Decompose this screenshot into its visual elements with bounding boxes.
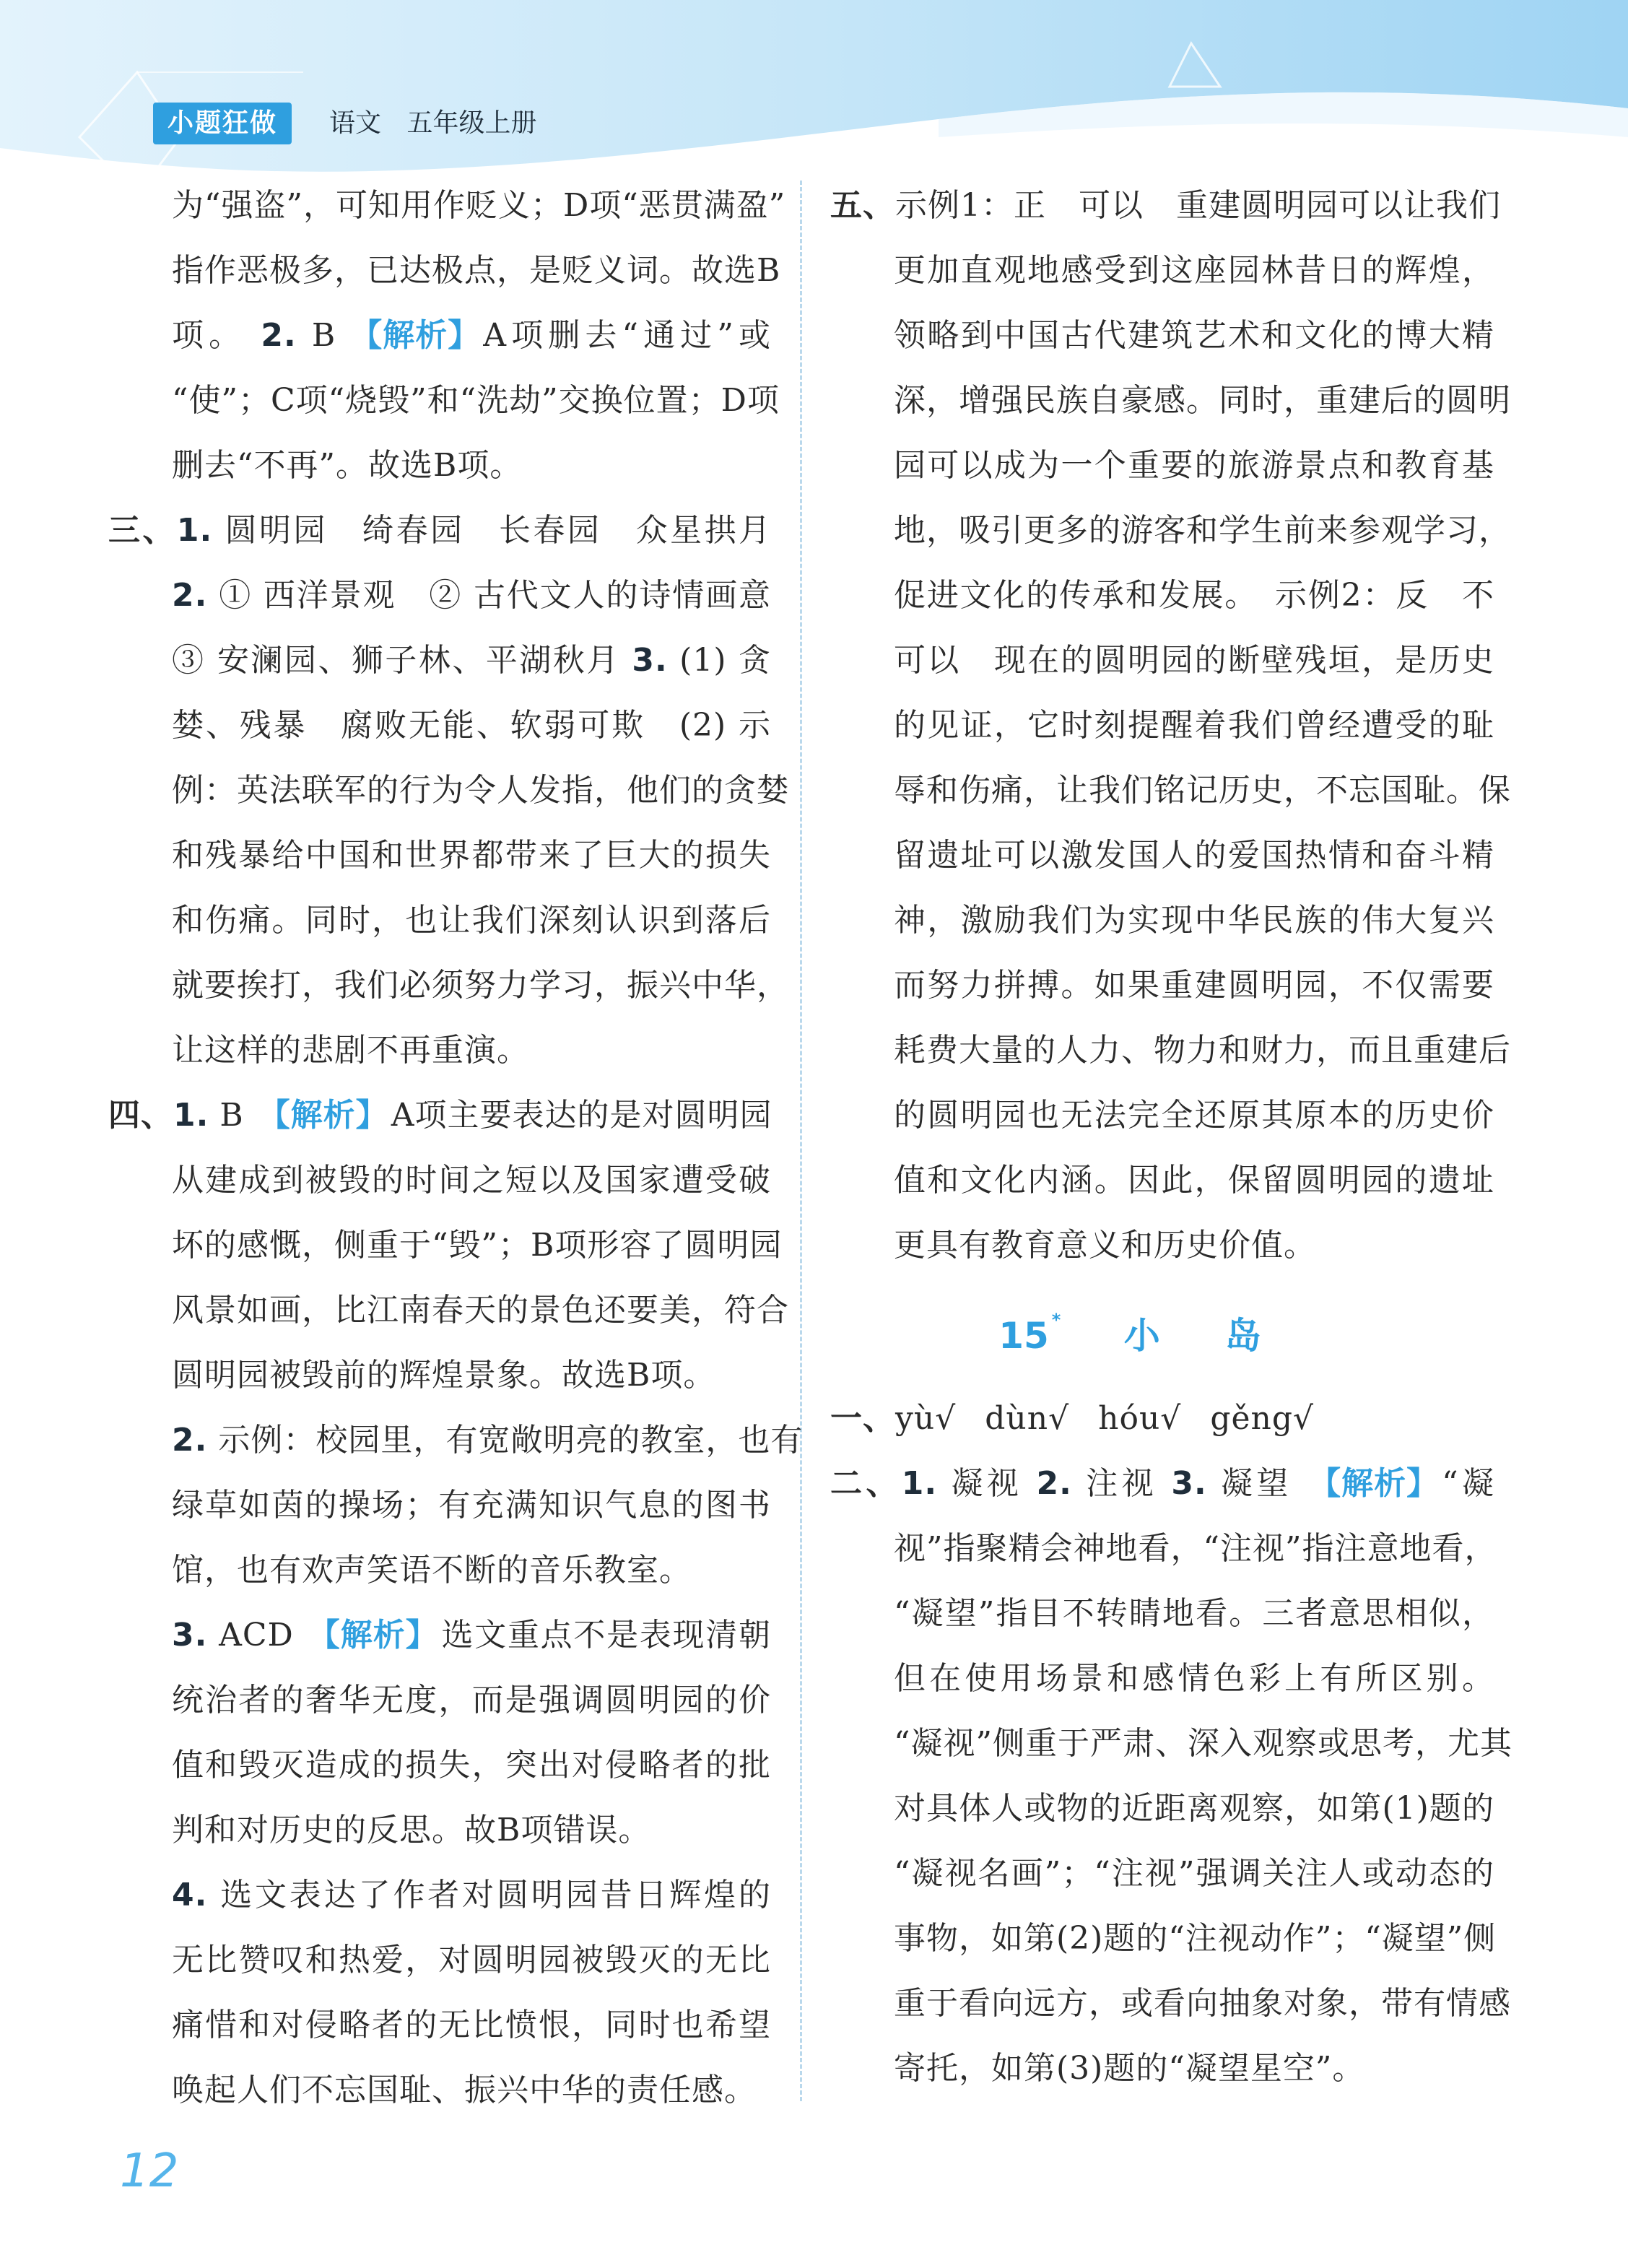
section-label: 二、 [830, 1465, 902, 1502]
section-label: 五、 [830, 187, 895, 224]
answer-choice: ACD [219, 1617, 294, 1654]
analysis-tag: 【解析】 [308, 1617, 438, 1654]
section-label: 一、 [830, 1400, 895, 1437]
text-line: 领略到中国古代建筑艺术和文化的博大精 [894, 317, 1494, 354]
question-number: 2. [172, 577, 208, 614]
text-line: 判和对历史的反思。故B项错误。 [172, 1812, 651, 1848]
series-badge: 小题狂做 [153, 103, 292, 144]
pinyin-answer: dùn√ [985, 1400, 1070, 1437]
answer-text: 圆明园 绮春园 长春园 众星拱月 [225, 512, 772, 549]
text-line: 值和文化内涵。因此，保留圆明园的遗址 [894, 1162, 1494, 1199]
section-two-first [830, 1451, 1494, 1516]
pinyin-answer: hóu√ [1098, 1400, 1182, 1437]
text-line: 重于看向远方，或看向抽象对象，带有情感 [894, 1985, 1511, 2022]
text-line: “凝视名画”；“注视”强调关注人或动态的 [894, 1855, 1494, 1892]
answer-text: ① 西洋景观 ② 古代文人的诗情画意 [219, 577, 771, 614]
pinyin-answer: yù√ [895, 1400, 957, 1437]
section-three-q1 [108, 498, 771, 563]
text-line: 统治者的奢华无度，而是强调圆明园的价 [172, 1682, 771, 1719]
pinyin-answer: gěng√ [1210, 1400, 1315, 1437]
text-line: “凝视”侧重于严肃、深入观察或思考，尤其 [894, 1725, 1512, 1762]
page-number: 12 [120, 2145, 179, 2198]
text-line: 无比赞叹和热爱，对圆明园被毁灭的无比 [172, 1942, 771, 1978]
answer-text: 凝视 [951, 1465, 1023, 1502]
text-line: 更加直观地感受到这座园林昔日的辉煌， [894, 252, 1494, 289]
section-four-q3 [108, 1603, 771, 1668]
text-line: 园可以成为一个重要的旅游景点和教育基 [894, 447, 1494, 484]
column-divider [800, 181, 802, 2101]
lesson-number: 15 [998, 1315, 1049, 1357]
text-line: 例：英法联军的行为令人发指，他们的贪婪 [172, 772, 789, 809]
text-line: 就要挨打，我们必须努力学习，振兴中华， [172, 967, 789, 1004]
text-line: 可以 现在的圆明园的断壁残垣，是历史 [894, 642, 1494, 679]
section-label: 三、 [108, 512, 177, 549]
text-line: 地，吸引更多的游客和学生前来参观学习， [894, 512, 1511, 549]
question-number: 1. [173, 1097, 209, 1134]
book-subject [329, 103, 554, 144]
text-line: 馆，也有欢声笑语不断的音乐教室。 [172, 1552, 692, 1589]
text-fragment: A项主要表达的是对圆明园 [391, 1097, 772, 1134]
question-number: 2. [172, 1422, 208, 1459]
question-number: 3. [172, 1617, 208, 1654]
text-line: 让这样的悲剧不再重演。 [172, 1032, 529, 1069]
text-line: 唤起人们不忘国耻、振兴中华的责任感。 [172, 2072, 757, 2108]
text-line: 和残暴给中国和世界都带来了巨大的损失 [172, 837, 771, 874]
analysis-tag: 【解析】 [258, 1097, 388, 1134]
text-line: 的见证，它时刻提醒着我们曾经遭受的耻 [894, 707, 1494, 744]
text-fragment: 选文重点不是表现清朝 [440, 1617, 771, 1654]
answer-text: 注视 [1086, 1465, 1157, 1502]
text-line: 促进文化的传承和发展。 示例2：反 不 [894, 577, 1494, 614]
text-line: “凝望”指目不转睛地看。三者意思相似， [894, 1595, 1494, 1632]
text-line: 和伤痛。同时，也让我们深刻认识到落后 [172, 902, 771, 939]
text-fragment: 项。 [172, 317, 246, 354]
text-fragment: A项删去“通过”或 [483, 317, 771, 354]
text-line: 寄托，如第(3)题的“凝望星空”。 [894, 2050, 1365, 2087]
question-number: 2. [261, 317, 297, 354]
text-line: 圆明园被毁前的辉煌景象。故选B项。 [172, 1357, 716, 1394]
text-line: 更具有教育意义和历史价值。 [894, 1227, 1316, 1264]
section-four-q4 [108, 1863, 771, 1928]
text-line: 视”指聚精会神地看，“注视”指注意地看， [894, 1530, 1497, 1567]
section-four-q2 [108, 1408, 804, 1473]
text-line: 痛惜和对侵略者的无比愤恨，同时也希望 [172, 2007, 771, 2043]
section-five-first [830, 173, 1501, 238]
text-line: 的圆明园也无法完全还原其原本的历史价 [894, 1097, 1494, 1134]
subject-label: 语文 [329, 108, 382, 138]
lesson-name: 小岛 [1123, 1315, 1326, 1357]
text-line: “使”；C项“烧毁”和“洗劫”交换位置；D项 [172, 382, 780, 419]
text-line: 从建成到被毁的时间之短以及国家遭受破 [172, 1162, 771, 1199]
answer-choice: B [311, 317, 336, 354]
text-line: 绿草如茵的操场；有充满知识气息的图书 [172, 1487, 771, 1524]
question-number: 2. [1036, 1465, 1072, 1502]
text-line: 坏的感慨，侧重于“毁”；B项形容了圆明园 [172, 1227, 783, 1264]
text-line: 风景如画，比江南春天的景色还要美，符合 [172, 1292, 789, 1329]
answer-text: 示例1：正 可以 重建圆明园可以让我们 [895, 187, 1501, 224]
question-number: 3. [1171, 1465, 1207, 1502]
text-line: 婪、残暴 腐败无能、软弱可欺 (2) 示 [172, 707, 771, 744]
answer-text: 示例：校园里，有宽敞明亮的教室，也有 [218, 1422, 804, 1459]
question-number: 3. [632, 642, 668, 679]
section-three-q2-cont [108, 628, 771, 693]
answer-text: ③ 安澜园、狮子林、平湖秋月 [172, 642, 620, 679]
text-line: 神，激励我们为实现中华民族的伟大复兴 [894, 902, 1494, 939]
text-line: 留遗址可以激发国人的爱国热情和奋斗精 [894, 837, 1494, 874]
text-line: 深，增强民族自豪感。同时，重建后的圆明 [894, 382, 1511, 419]
analysis-tag: 【解析】 [350, 317, 481, 354]
lesson-title [830, 1285, 1494, 1386]
text-line: 但在使用场景和感情色彩上有所区别。 [894, 1660, 1494, 1697]
text-line: 指作恶极多，已达极点，是贬义词。故选B [172, 252, 781, 289]
text-line: 辱和伤痛，让我们铭记历史，不忘国耻。保 [894, 772, 1511, 809]
section-three-q2 [108, 563, 771, 628]
question-number: 1. [176, 512, 213, 549]
answer-choice: B [219, 1097, 244, 1134]
section-one-pinyin [830, 1386, 1494, 1451]
text-line: 为“强盗”，可知用作贬义；D项“恶贯满盈” [172, 187, 786, 224]
text-fragment: “凝 [1442, 1465, 1494, 1502]
text-line: 耗费大量的人力、物力和财力，而且重建后 [894, 1032, 1511, 1069]
answer-line [108, 303, 771, 368]
answer-text: (1) 贪 [679, 642, 771, 679]
text-line: 而努力拼搏。如果重建圆明园，不仅需要 [894, 967, 1494, 1004]
question-number: 4. [172, 1877, 208, 1913]
text-line: 值和毁灭造成的损失，突出对侵略者的批 [172, 1747, 771, 1783]
star-mark: * [1051, 1310, 1061, 1330]
right-column [830, 173, 1512, 2101]
answer-text: 选文表达了作者对圆明园昔日辉煌的 [220, 1877, 771, 1913]
text-line: 删去“不再”。故选B项。 [172, 447, 523, 484]
text-line: 事物，如第(2)题的“注视动作”；“凝望”侧 [894, 1920, 1497, 1957]
text-line: 对具体人或物的近距离观察，如第(1)题的 [894, 1790, 1494, 1827]
question-number: 1. [901, 1465, 938, 1502]
section-label: 四、 [108, 1097, 173, 1134]
analysis-tag: 【解析】 [1309, 1465, 1440, 1502]
answer-text: 凝望 [1221, 1465, 1292, 1502]
grade-label: 五年级上册 [406, 108, 537, 138]
left-column [108, 173, 804, 2123]
section-four-q1 [108, 1083, 771, 1148]
